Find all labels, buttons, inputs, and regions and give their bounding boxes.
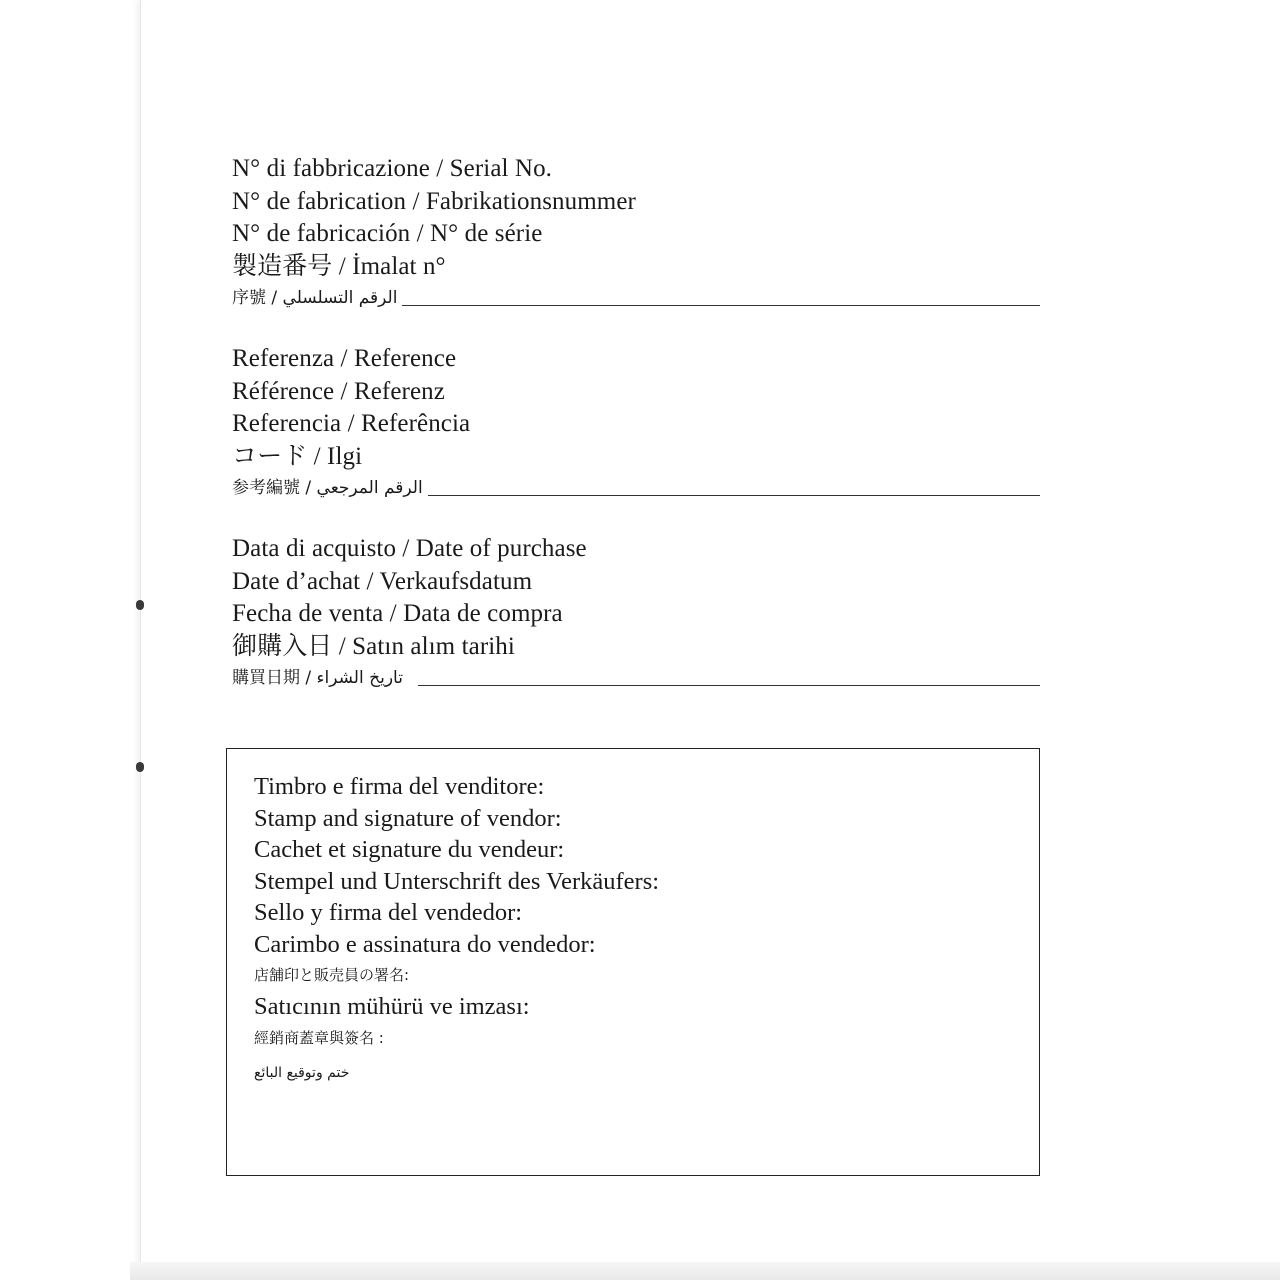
serial-label-it-en: N° di fabbricazione / Serial No. [232,155,553,182]
purchase-date-label-zh-ar: 購買日期 / تاريخ الشراء [232,668,403,688]
vendor-label-pt: Carimbo e assinatura do vendedor: [254,930,596,958]
page-edge [130,1262,1280,1280]
binding-hole [136,600,144,610]
purchase-date-label-jp-tr: 御購入日 / Satın alım tarihi [232,632,515,660]
reference-section [232,343,1052,505]
serial-number-section [232,153,1052,315]
vendor-label-fr: Cachet et signature du vendeur: [254,836,565,863]
reference-line[interactable] [428,495,1040,496]
reference-label-zh-ar: 参考編號 / الرقم المرجعي [232,478,423,498]
binding-hole [136,762,144,772]
purchase-date-label-it-en: Data di acquisto / Date of purchase [232,535,587,562]
vendor-label-ar: ختم وتوقيع البائع [254,1064,350,1081]
purchase-date-field[interactable] [232,663,1052,695]
serial-number-line[interactable] [402,305,1040,306]
purchase-date-label-es-pt: Fecha de venta / Data de compra [232,600,563,627]
reference-label-es-pt: Referencia / Referência [232,410,471,437]
vendor-label-de: Stempel und Unterschrift des Verkäufers: [254,867,660,895]
serial-field[interactable] [232,283,1052,315]
reference-label-it-en: Referenza / Reference [232,345,457,372]
reference-label-jp-tr: コード / Ilgi [232,442,363,470]
purchase-date-line[interactable] [418,685,1040,686]
serial-label-es-pt: N° de fabricación / N° de série [232,220,543,247]
serial-label-fr-de: N° de fabrication / Fabrikationsnummer [232,187,636,215]
vendor-label-es: Sello y firma del vendedor: [254,899,523,926]
vendor-label-it: Timbro e firma del venditore: [254,773,545,800]
purchase-date-label-fr-de: Date d’achat / Verkaufsdatum [232,567,533,595]
purchase-date-section [232,533,1052,695]
vendor-label-en: Stamp and signature of vendor: [254,804,562,832]
vendor-label-zh: 經銷商蓋章與簽名 : [254,1028,384,1047]
vendor-label-tr: Satıcının mühürü ve imzası: [254,993,530,1020]
serial-label-zh-ar: 序號 / الرقم التسلسلي [232,288,398,308]
serial-label-jp-tr: 製造番号 / İmalat n° [232,252,446,280]
reference-field[interactable] [232,473,1052,505]
vendor-stamp-labels [254,771,1019,1092]
vendor-stamp-box[interactable] [226,748,1040,1176]
reference-label-fr-de: Référence / Referenz [232,377,445,405]
vendor-label-jp: 店舗印と販売員の署名: [254,966,410,984]
